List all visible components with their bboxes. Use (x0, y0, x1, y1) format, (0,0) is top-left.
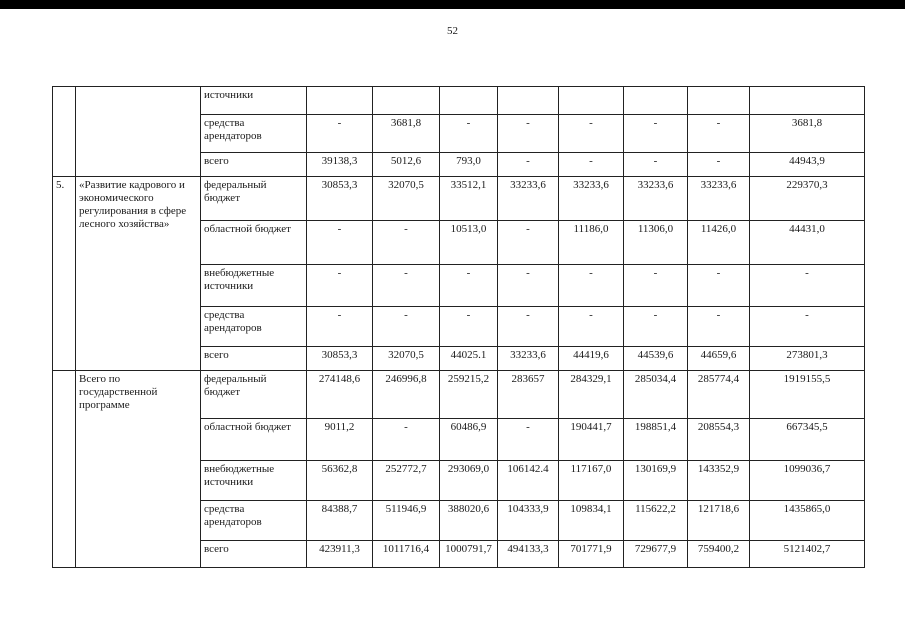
value-cell: 285774,4 (688, 371, 750, 419)
total-value-cell: - (750, 265, 865, 307)
funding-source-cell: средства арендаторов (201, 115, 307, 153)
value-cell: 423911,3 (307, 541, 373, 568)
value-cell: 56362,8 (307, 461, 373, 501)
value-cell: - (498, 115, 559, 153)
value-cell: - (559, 153, 624, 177)
value-cell: - (307, 221, 373, 265)
program-name-cell (76, 87, 201, 177)
row-number-cell (53, 87, 76, 177)
value-cell: 11306,0 (624, 221, 688, 265)
value-cell: 33233,6 (559, 177, 624, 221)
value-cell: 117167,0 (559, 461, 624, 501)
value-cell: 33233,6 (498, 177, 559, 221)
value-cell: - (624, 307, 688, 347)
value-cell: 33512,1 (440, 177, 498, 221)
funding-source-cell: внебюджетные источники (201, 265, 307, 307)
value-cell (624, 87, 688, 115)
value-cell (688, 87, 750, 115)
value-cell: - (624, 265, 688, 307)
total-value-cell: 44431,0 (750, 221, 865, 265)
value-cell: 30853,3 (307, 347, 373, 371)
program-name-cell: Всего по государственной программе (76, 371, 201, 568)
value-cell: - (498, 153, 559, 177)
value-cell: 9011,2 (307, 419, 373, 461)
funding-source-cell: средства арендаторов (201, 501, 307, 541)
total-value-cell: - (750, 307, 865, 347)
value-cell: 143352,9 (688, 461, 750, 501)
value-cell: 274148,6 (307, 371, 373, 419)
value-cell: - (688, 153, 750, 177)
value-cell: - (307, 265, 373, 307)
value-cell: - (559, 115, 624, 153)
value-cell: 104333,9 (498, 501, 559, 541)
value-cell: 198851,4 (624, 419, 688, 461)
value-cell: 285034,4 (624, 371, 688, 419)
value-cell: 32070,5 (373, 177, 440, 221)
page-number: 52 (447, 25, 458, 37)
value-cell: 10513,0 (440, 221, 498, 265)
table-row (53, 371, 865, 419)
value-cell (498, 87, 559, 115)
row-number-cell (53, 371, 76, 568)
value-cell: 252772,7 (373, 461, 440, 501)
value-cell: 115622,2 (624, 501, 688, 541)
value-cell: - (624, 153, 688, 177)
value-cell (559, 87, 624, 115)
value-cell: 44025.1 (440, 347, 498, 371)
value-cell: - (307, 115, 373, 153)
value-cell: - (440, 115, 498, 153)
value-cell: 1000791,7 (440, 541, 498, 568)
value-cell: - (559, 307, 624, 347)
budget-table (52, 86, 865, 568)
funding-source-cell: всего (201, 541, 307, 568)
value-cell: - (688, 115, 750, 153)
total-value-cell: 229370,3 (750, 177, 865, 221)
value-cell: - (373, 419, 440, 461)
total-value-cell: 1099036,7 (750, 461, 865, 501)
value-cell: 33233,6 (498, 347, 559, 371)
value-cell: - (373, 221, 440, 265)
row-number-cell: 5. (53, 177, 76, 371)
value-cell: 5012,6 (373, 153, 440, 177)
table-row (53, 87, 865, 115)
value-cell: 84388,7 (307, 501, 373, 541)
value-cell: 60486,9 (440, 419, 498, 461)
table-row (53, 177, 865, 221)
funding-source-cell: всего (201, 153, 307, 177)
total-value-cell: 1919155,5 (750, 371, 865, 419)
funding-source-cell: областной бюджет (201, 419, 307, 461)
value-cell: 44659,6 (688, 347, 750, 371)
value-cell (307, 87, 373, 115)
value-cell: 283657 (498, 371, 559, 419)
total-value-cell: 44943,9 (750, 153, 865, 177)
value-cell: 106142.4 (498, 461, 559, 501)
funding-source-cell: внебюджетные источники (201, 461, 307, 501)
value-cell: - (373, 307, 440, 347)
value-cell: 33233,6 (624, 177, 688, 221)
program-name-cell: «Развитие кадрового и экономического регулирования в сфере лесного хозяйства» (76, 177, 201, 371)
total-value-cell: 3681,8 (750, 115, 865, 153)
value-cell: - (688, 265, 750, 307)
value-cell: - (559, 265, 624, 307)
value-cell: 11186,0 (559, 221, 624, 265)
value-cell: - (440, 265, 498, 307)
value-cell: - (498, 221, 559, 265)
value-cell: 701771,9 (559, 541, 624, 568)
value-cell: 121718,6 (688, 501, 750, 541)
value-cell: 109834,1 (559, 501, 624, 541)
value-cell: - (624, 115, 688, 153)
value-cell: 33233,6 (688, 177, 750, 221)
value-cell: 759400,2 (688, 541, 750, 568)
value-cell: 11426,0 (688, 221, 750, 265)
value-cell: - (373, 265, 440, 307)
total-value-cell: 5121402,7 (750, 541, 865, 568)
value-cell: 388020,6 (440, 501, 498, 541)
value-cell: 44539,6 (624, 347, 688, 371)
value-cell: 208554,3 (688, 419, 750, 461)
value-cell: 246996,8 (373, 371, 440, 419)
value-cell: 494133,3 (498, 541, 559, 568)
value-cell: - (307, 307, 373, 347)
funding-source-cell: федеральный бюджет (201, 177, 307, 221)
value-cell: 44419,6 (559, 347, 624, 371)
value-cell (373, 87, 440, 115)
funding-source-cell: федеральный бюджет (201, 371, 307, 419)
value-cell: 284329,1 (559, 371, 624, 419)
value-cell: 130169,9 (624, 461, 688, 501)
value-cell: - (498, 419, 559, 461)
value-cell: 1011716,4 (373, 541, 440, 568)
value-cell: 30853,3 (307, 177, 373, 221)
funding-source-cell: средства арендаторов (201, 307, 307, 347)
total-value-cell: 1435865,0 (750, 501, 865, 541)
value-cell: 729677,9 (624, 541, 688, 568)
value-cell (440, 87, 498, 115)
total-value-cell (750, 87, 865, 115)
value-cell: - (440, 307, 498, 347)
funding-source-cell: областной бюджет (201, 221, 307, 265)
value-cell: 511946,9 (373, 501, 440, 541)
value-cell: 3681,8 (373, 115, 440, 153)
value-cell: 793,0 (440, 153, 498, 177)
value-cell: 190441,7 (559, 419, 624, 461)
funding-source-cell: источники (201, 87, 307, 115)
total-value-cell: 273801,3 (750, 347, 865, 371)
value-cell: 259215,2 (440, 371, 498, 419)
value-cell: - (688, 307, 750, 347)
value-cell: - (498, 307, 559, 347)
value-cell: 39138,3 (307, 153, 373, 177)
budget-table-body (53, 87, 865, 568)
funding-source-cell: всего (201, 347, 307, 371)
total-value-cell: 667345,5 (750, 419, 865, 461)
value-cell: - (498, 265, 559, 307)
top-border-bar (0, 0, 905, 9)
value-cell: 293069,0 (440, 461, 498, 501)
value-cell: 32070,5 (373, 347, 440, 371)
